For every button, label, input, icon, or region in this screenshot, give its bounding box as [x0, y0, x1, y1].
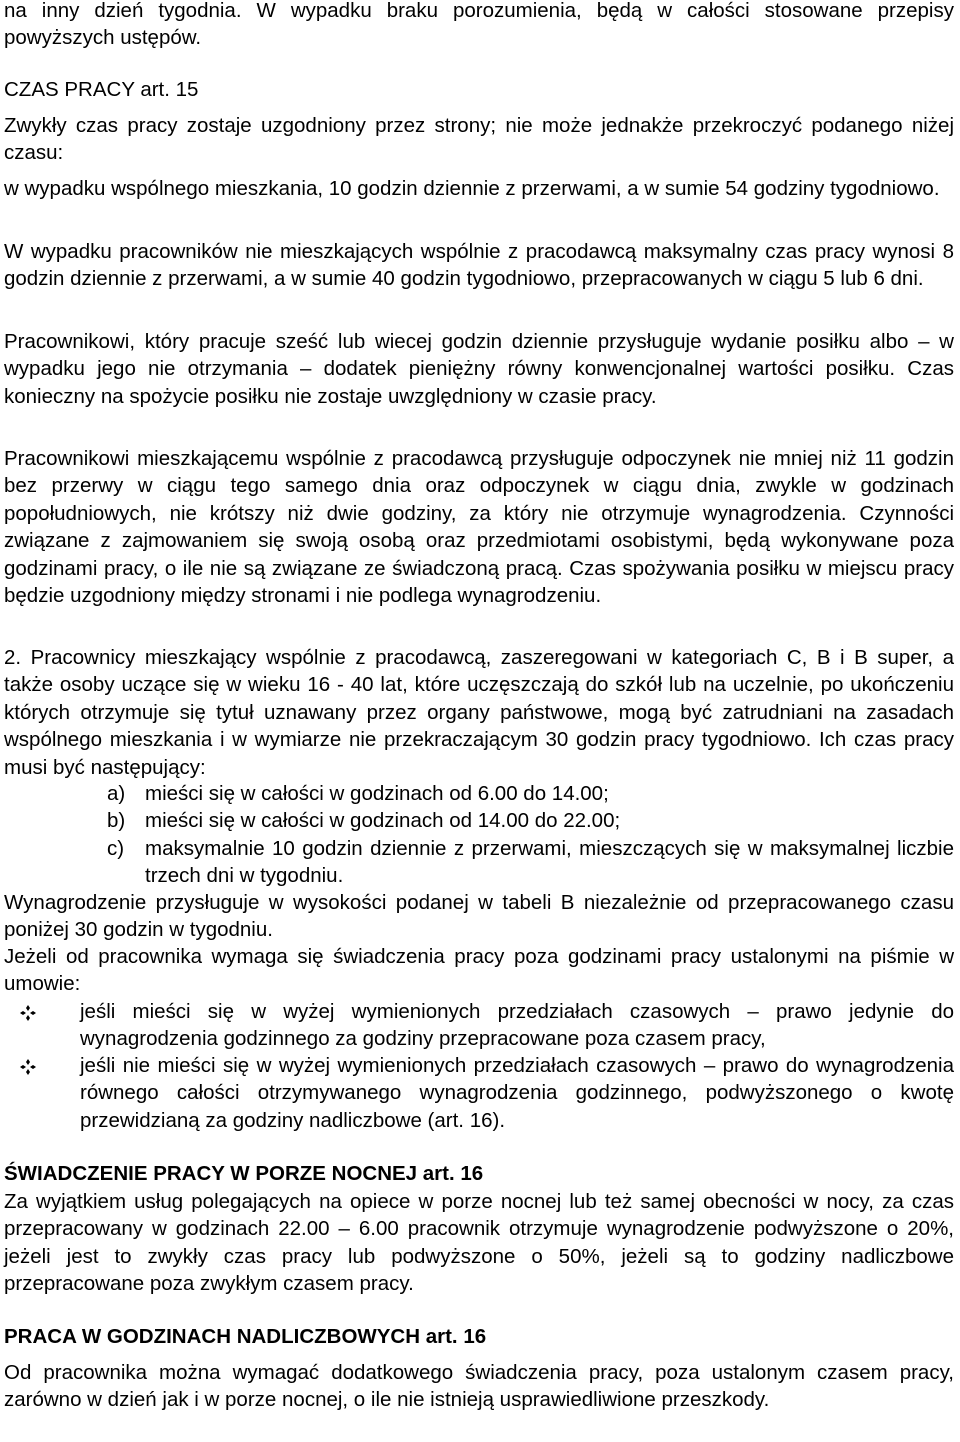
paragraph-wspolne-mieszkanie: w wypadku wspólnego mieszkania, 10 godzin dziennie z przerwami, a w sumie 54 godziny tygodniowo. [4, 177, 940, 200]
list-item [107, 780, 954, 807]
section-heading-czas-pracy: CZAS PRACY art. 15 [4, 78, 199, 101]
paragraph-praca-nocna: Za wyjątkiem usług polegających na opiece w porze nocnej lub też samej obecności w nocy, za czas przepracowany w godzinach 22.00 – 6.00 pracownik otrzymuje wynagrodzenie podwyższone o 20%, jeżeli jest to zwykły czas pracy lub podwyższone o 50%, jeżeli są to godziny nadliczbowe przepracowane poza zwykłym czasem pracy. [4, 1190, 954, 1296]
list-marker: a) [107, 782, 126, 805]
list-item [107, 835, 954, 890]
paragraph-wynagrodzenie-tabela: Wynagrodzenie przysługuje w wysokości podanej w tabeli B niezależnie od przepracowanego czasu poniżej 30 godzin w tygodniu. [4, 891, 954, 942]
paragraph-posilek: Pracownikowi, który pracuje sześć lub wiecej godzin dziennie przysługuje wydanie posiłku albo – w wypadku jego nie otrzymania – dodatek pieniężny równy konwencjonalnej wartości posiłku. Czas konieczny na spożycie posiłku nie zostaje uwzględniony w czasie pracy. [4, 330, 954, 408]
section-heading-nadliczbowe: PRACA W GODZINACH NADLICZBOWYCH art. 16 [4, 1325, 487, 1348]
paragraph-poza-godzinami: Jeżeli od pracownika wymaga się świadczenia pracy poza godzinami pracy ustalonymi na piśmie w umowie: [4, 945, 954, 996]
four-diamond-bullet-icon [20, 1059, 36, 1075]
list-text: mieści się w całości w godzinach od 6.00 do 14.00; [145, 782, 609, 805]
list-marker: c) [107, 837, 125, 860]
list-item [20, 1052, 954, 1134]
intro-paragraph: na inny dzień tygodnia. W wypadku braku porozumienia, będą w całości stosowane przepisy powyższych ustępów. [4, 0, 954, 50]
four-diamond-bullet-icon [20, 1005, 36, 1021]
bullet-text: jeśli mieści się w wyżej wymienionych przedziałach czasowych – prawo jedynie do wynagrodzenia godzinnego za godziny przepracowane poza czasem pracy, [80, 1000, 954, 1051]
bullet-text: jeśli nie mieści się w wyżej wymienionych przedziałach czasowych – prawo do wynagrodzenia równego całości otrzymywanego wynagrodzenia godzinnego, podwyższonego o kwotę przewidzianą za godziny nadliczbowe (art. 16). [80, 1054, 954, 1132]
section-heading-praca-nocna: ŚWIADCZENIE PRACY W PORZE NOCNEJ art. 16 [4, 1162, 484, 1185]
list-item [107, 807, 954, 834]
list-marker: b) [107, 809, 126, 832]
list-item [20, 998, 954, 1053]
paragraph-nadliczbowe: Od pracownika można wymagać dodatkowego świadczenia pracy, poza ustalonym czasem pracy, zarówno w dzień jak i w porze nocnej, o ile nie istnieją usprawiedliwione przeszkody. [4, 1361, 954, 1412]
list-text: maksymalnie 10 godzin dziennie z przerwami, mieszczących się w maksymalnej liczbie trzech dni w tygodniu. [145, 837, 954, 888]
paragraph-zwykly-czas: Zwykły czas pracy zostaje uzgodniony przez strony; nie może jednakże przekroczyć podanego niżej czasu: [4, 114, 954, 165]
paragraph-odpoczynek: Pracownikowi mieszkającemu wspólnie z pracodawcą przysługuje odpoczynek nie mniej niż 11 godzin bez przerwy w ciągu tego samego dnia oraz odpoczynek w ciągu dnia, zwykle w godzinach popołudniowych, nie krótszy niż dwie godziny, za który nie otrzymuje wynagrodzenia. Czynności związane z zajmowaniem się swoją osobą oraz przedmiotami osobistymi, będą wykonywane poza godzinami pracy, o ile nie są związane ze świadczoną pracą. Czas spożywania posiłku w miejscu pracy będzie uzgodniony między stronami i nie podlega wynagrodzeniu. [4, 447, 954, 608]
list-text: mieści się w całości w godzinach od 14.00 do 22.00; [145, 809, 621, 832]
paragraph-kategorie: 2. Pracownicy mieszkający wspólnie z pracodawcą, zaszeregowani w kategoriach C, B i B super, a także osoby uczące się w wieku 16 - 40 lat, które uczęszczają do szkół lub na uczelnie, po ukończeniu których otrzymuje się tytuł uznawany przez organy państwowe, mogą być zatrudniani na zasadach wspólnego mieszkania i w wymiarze nie przekraczającym 30 godzin pracy tygodniowo. Ich czas pracy musi być następujący: [4, 646, 954, 779]
paragraph-niewspolne-mieszkanie: W wypadku pracowników nie mieszkających wspólnie z pracodawcą maksymalny czas pracy wynosi 8 godzin dziennie z przerwami, a w sumie 40 godzin tygodniowo, przepracowanych w ciągu 5 lub 6 dni. [4, 240, 954, 291]
